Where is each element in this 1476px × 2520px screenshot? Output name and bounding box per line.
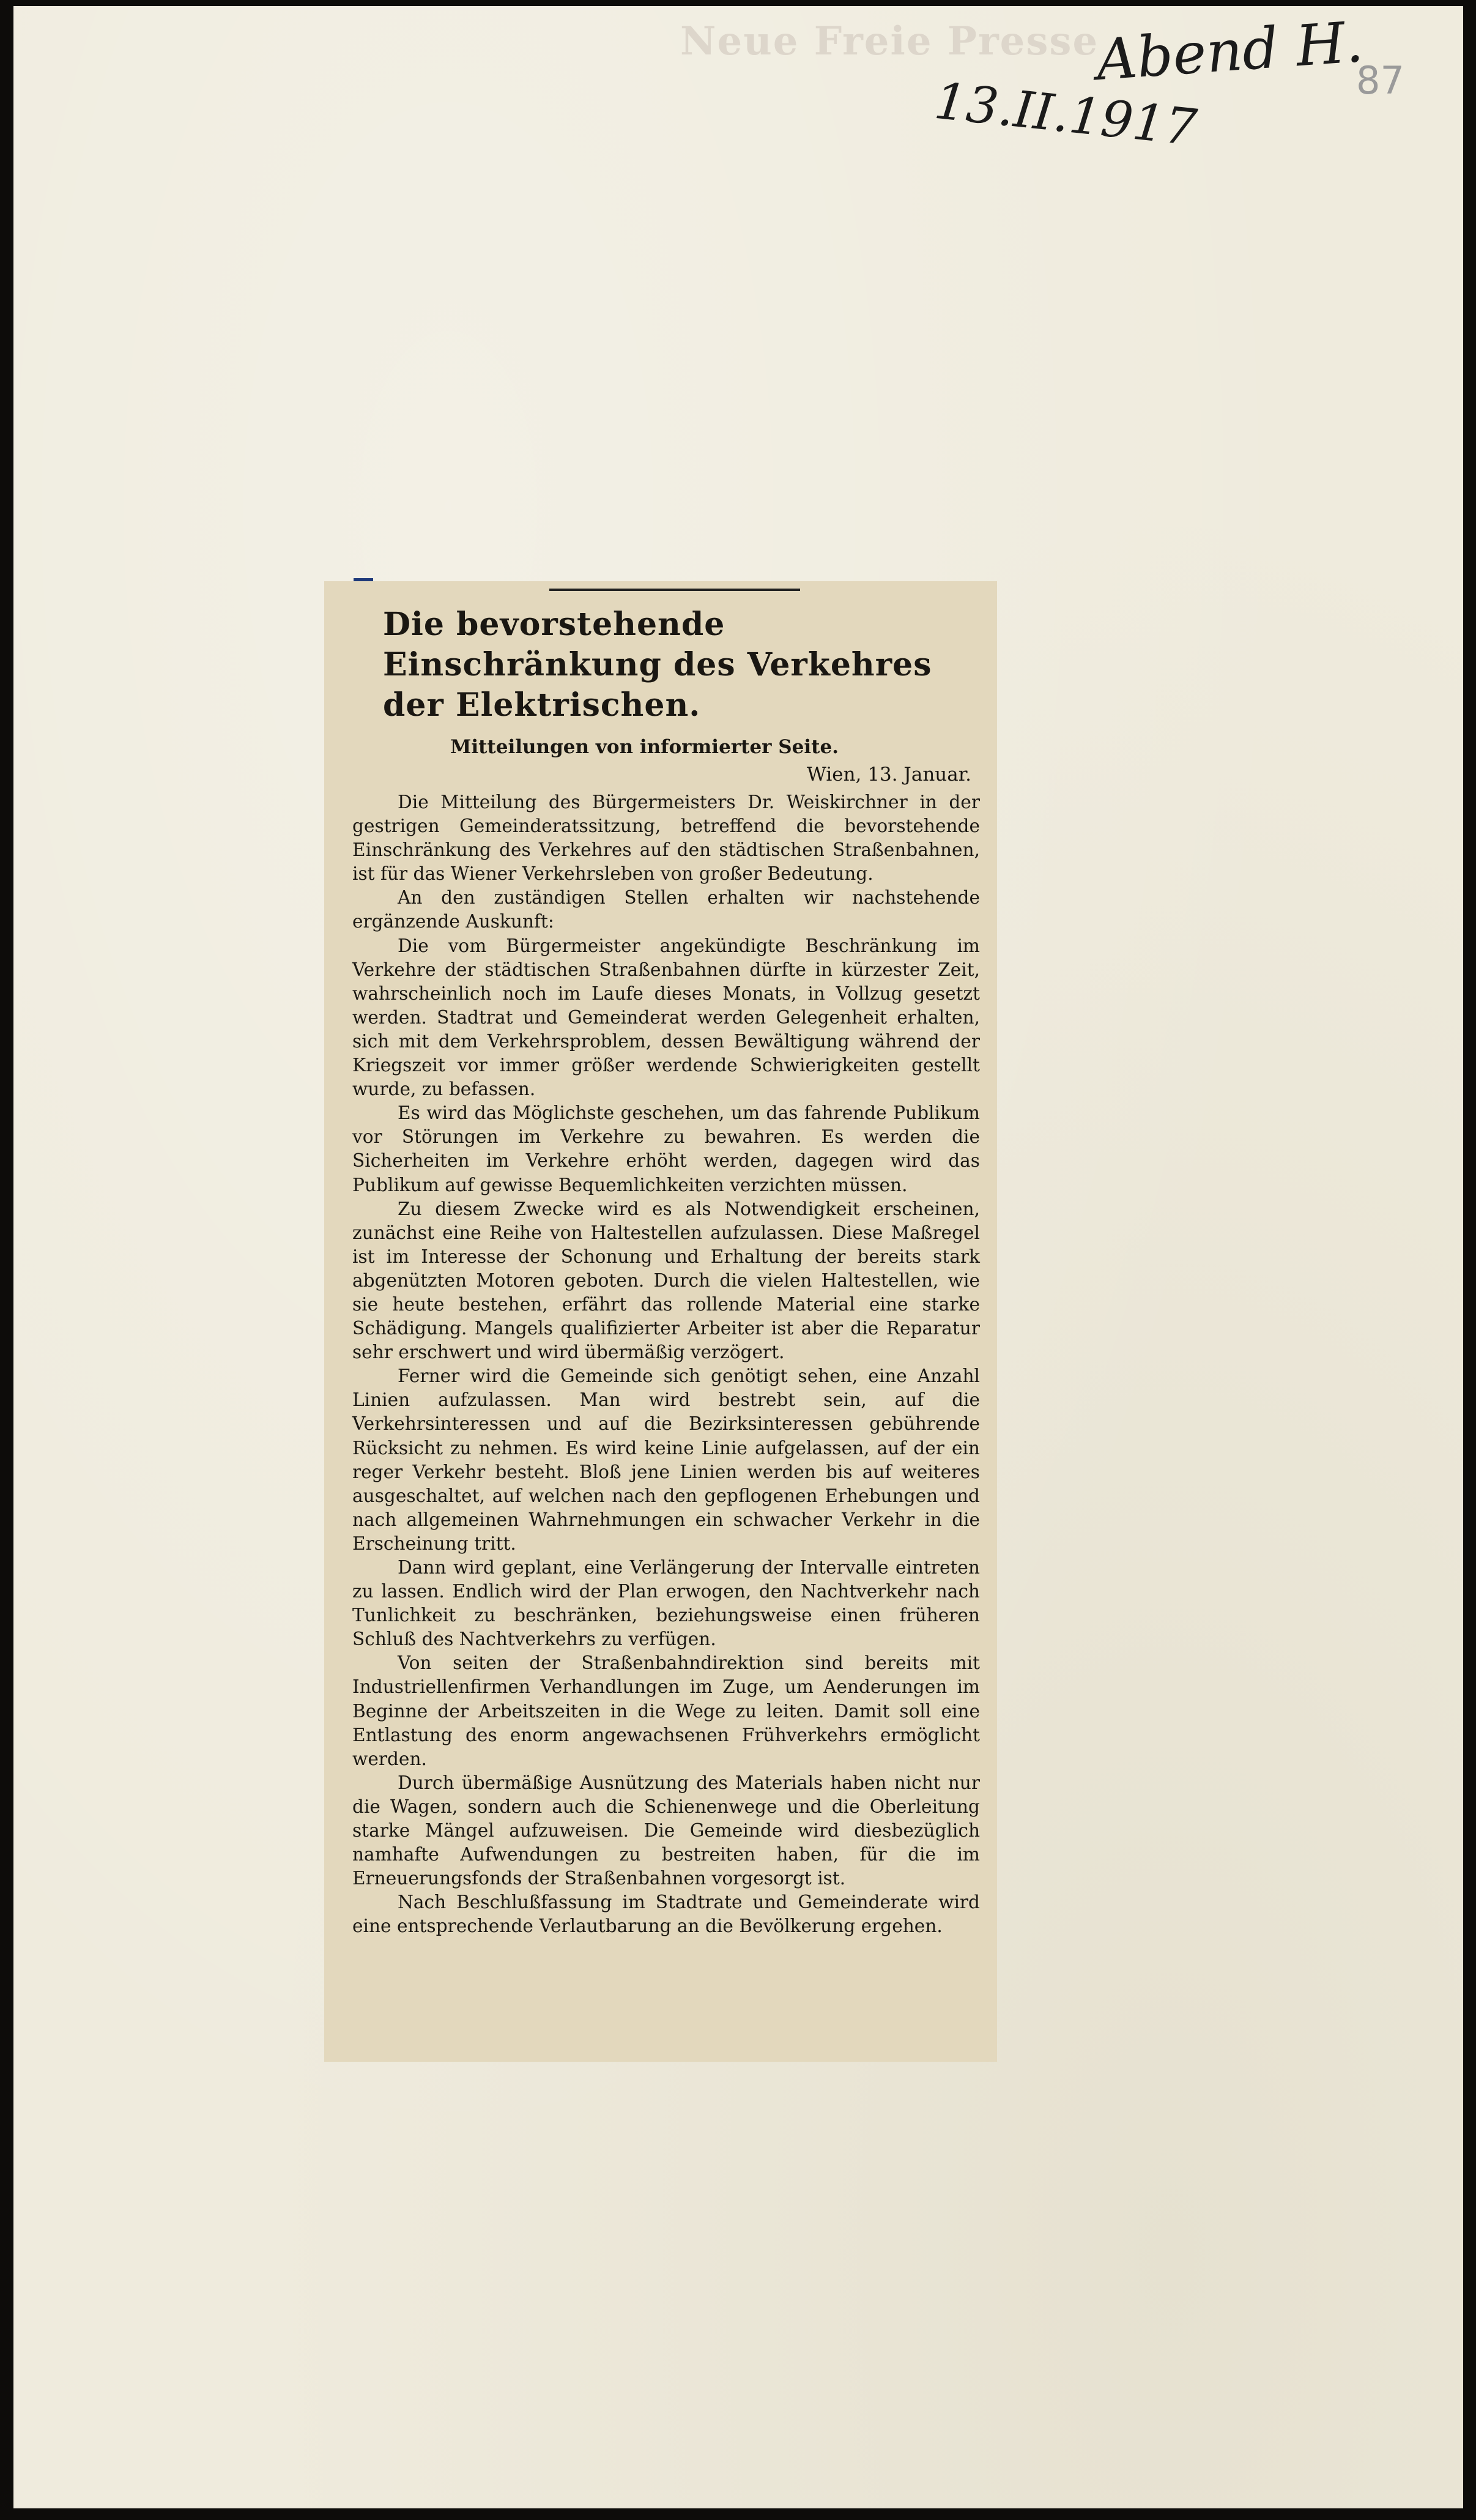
handwritten-edition-note: Abend H. — [1094, 9, 1365, 94]
article-dateline: Wien, 13. Januar. — [807, 764, 971, 786]
article-paragraph: Nach Beschlußfassung im Stadtrate und Gemeinderate wird eine entsprechende Verlautbarung an die Bevölkerung ergehen. — [352, 1892, 980, 1937]
article-paragraph: Ferner wird die Gemeinde sich genötigt sehen, eine Anzahl Linien aufzulassen. Man wird bestrebt sein, auf die Verkehrsinteressen und auf die Bezirksinteressen gebührende Rücksicht zu nehmen. Es wird keine Linie aufgelassen, auf der ein reger Verkehr besteht. Bloß jene Linien werden bis auf weiteres ausgeschaltet, auf welchen nach den gepflogenen Erhebungen und nach allgemeinen Wahrnehmungen ein schwacher Verkehr in die Erscheinung tritt. — [352, 1366, 980, 1554]
article-paragraph: Durch übermäßige Ausnützung des Materials haben nicht nur die Wagen, sondern auch die Schienenwege und die Oberleitung starke Mängel aufzuweisen. Die Gemeinde wird diesbezüglich namhafte Aufwendungen zu bestreiten haben, für die im Erneuerungsfonds der Straßenbahnen vorgesorgt ist. — [352, 1772, 980, 1889]
article-body — [352, 790, 980, 1939]
article-paragraph: Die vom Bürgermeister angekündigte Beschränkung im Verkehre der städtischen Straßenbahnen dürfte in kürzester Zeit, wahrscheinlich noch im Laufe dieses Monats, in Vollzug gesetzt werden. Stadtrat und Gemeinderat werden Gelegenheit erhalten, sich mit dem Verkehrsproblem, dessen Bewältigung während der Kriegszeit vor immer größer werdende Schwierigkeiten gestellt wurde, zu befassen. — [352, 935, 980, 1100]
page-number: 87 — [1356, 58, 1404, 103]
article-headline: Die bevorstehende Einschränkung des Verkehres der Elektrischen. — [383, 606, 932, 724]
article-paragraph: Zu diesem Zwecke wird es als Notwendigkeit erscheinen, zunächst eine Reihe von Haltestellen aufzulassen. Diese Maßregel ist im Interesse der Schonung und Erhaltung der bereits stark abgenützten Motoren geboten. Durch die vielen Haltestellen, wie sie heute bestehen, erfährt das rollende Material eine starke Schädigung. Mangels qualifizierter Arbeiter ist aber die Reparatur sehr erschwert und wird übermäßig verzögert. — [352, 1198, 980, 1363]
article-paragraph: An den zuständigen Stellen erhalten wir nachstehende ergänzende Auskunft: — [352, 887, 980, 932]
article-paragraph: Dann wird geplant, eine Verlängerung der Intervalle eintreten zu lassen. Endlich wird der Plan erwogen, den Nachtverkehr nach Tunlichkeit zu beschränken, beziehungsweise einen früheren Schluß des Nachtverkehrs zu verfügen. — [352, 1557, 980, 1650]
newspaper-clipping — [324, 581, 997, 2062]
article-paragraph: Die Mitteilung des Bürgermeisters Dr. Weiskirchner in der gestrigen Gemeinderatssitzung, betreffend die bevorstehende Einschränkung des Verkehres auf den städtischen Straßenbahnen, ist für das Wiener Verkehrsleben von großer Bedeutung. — [352, 792, 980, 885]
article-paragraph: Es wird das Möglichste geschehen, um das fahrende Publikum vor Störungen im Verkehre zu bewahren. Es werden die Sicherheiten im Verkehre erhöht werden, dagegen wird das Publikum auf gewisse Bequemlichkeiten verzichten müssen. — [352, 1102, 980, 1195]
article-paragraph: Von seiten der Straßenbahndirektion sind bereits mit Industriellenfirmen Verhandlungen im Zuge, um Aenderungen im Beginne der Arbeitszeiten in die Wege zu leiten. Damit soll eine Entlastung des enorm angewachsenen Frühverkehrs ermöglicht werden. — [352, 1652, 980, 1769]
article-subhead: Mitteilungen von informierter Seite. — [450, 736, 839, 758]
headline-rule — [549, 589, 800, 591]
handwritten-date: 13.II.1917 — [932, 72, 1200, 158]
newspaper-stamp: Neue Freie Presse — [680, 18, 1099, 64]
